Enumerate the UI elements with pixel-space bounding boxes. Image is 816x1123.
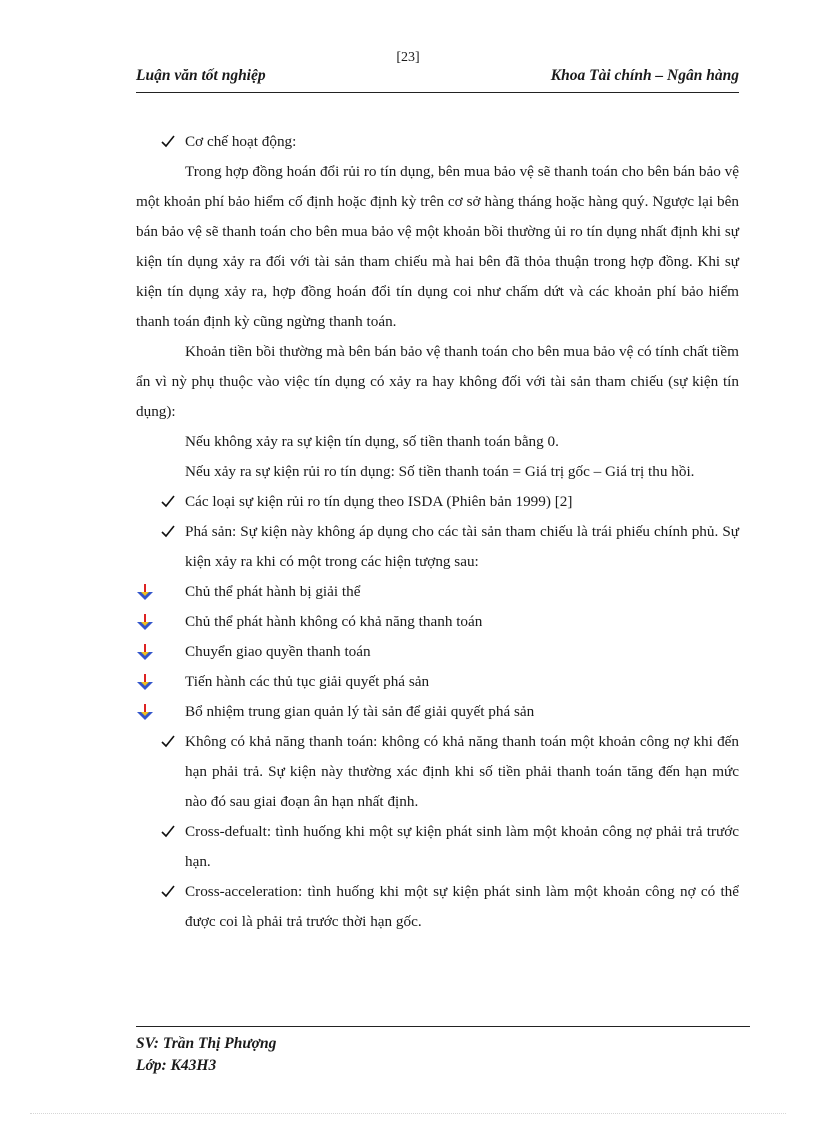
header-thesis-title: Luận văn tốt nghiệp <box>136 67 266 84</box>
paragraph: Trong hợp đồng hoán đổi rủi ro tín dụng, bên mua bảo vệ sẽ thanh toán cho bên bán bảo vệ một khoản phí bảo hiểm cố định hoặc định kỳ trên cơ sở hàng tháng hoặc hàng quý. Ngược lại bên bán bảo vệ sẽ thanh toán cho bên mua bảo vệ một khoản bồi thường ủi ro tín dụng nhất định khi sự kiện tín dụng xảy ra đối với tài sản tham chiếu mà hai bên đã thỏa thuận trong hợp đồng. Khi sự kiện tín dụng xảy ra, hợp đồng hoán đổi tín dụng coi như chấm dứt và các khoản phí bảo hiểm thanh toán định kỳ cũng ngừng thanh toán. <box>136 163 739 330</box>
paragraph: Khoản tiền bồi thường mà bên bán bảo vệ thanh toán cho bên mua bảo vệ có tính chất tiềm ẩn vì nỳ phụ thuộc vào việc tín dụng có xảy ra hay không đối với tài sản tham chiếu (sự kiện tín dụng): <box>136 343 739 420</box>
list-item: Cơ chế hoạt động: <box>136 127 739 157</box>
sub-list-item: Chuyển giao quyền thanh toán <box>136 637 739 667</box>
paragraph: Nếu không xảy ra sự kiện tín dụng, số tiền thanh toán bằng 0. <box>185 433 559 450</box>
checkmark-icon <box>160 127 182 157</box>
checkmark-icon <box>160 877 182 907</box>
checkmark-icon <box>160 727 182 757</box>
page-footer <box>136 1026 750 1077</box>
checkmark-icon <box>160 517 182 547</box>
arrow-bullet-icon <box>136 697 158 727</box>
header-faculty: Khoa Tài chính – Ngân hàng <box>550 67 739 84</box>
sub-list-item: Bổ nhiệm trung gian quản lý tài sản để giải quyết phá sản <box>136 697 739 727</box>
list-item: Cross-acceleration: tình huống khi một sự kiện phát sinh làm một khoản công nợ có thể được coi là phải trả trước thời hạn gốc. <box>136 877 739 937</box>
footer-class: Lớp: K43H3 <box>136 1057 217 1074</box>
list-item: Các loại sự kiện rủi ro tín dụng theo ISDA (Phiên bản 1999) [2] <box>136 487 739 517</box>
footer-student-name: SV: Trần Thị Phượng <box>136 1035 277 1052</box>
sub-list-item: Chủ thể phát hành không có khả năng thanh toán <box>136 607 739 637</box>
arrow-bullet-icon <box>136 667 158 697</box>
page-header <box>136 67 739 93</box>
list-item: Không có khả năng thanh toán: không có khả năng thanh toán một khoản công nợ khi đến hạn phải trả. Sự kiện này thường xác định khi số tiền phải thanh toán tăng đến hạn mức nào đó sau giai đoạn ân hạn nhất định. <box>136 727 739 817</box>
sub-list-item: Tiến hành các thủ tục giải quyết phá sản <box>136 667 739 697</box>
arrow-bullet-icon <box>136 637 158 667</box>
page-number: [23] <box>396 50 420 65</box>
sub-list-item: Chủ thể phát hành bị giải thể <box>136 577 739 607</box>
arrow-bullet-icon <box>136 577 158 607</box>
paragraph: Nếu xảy ra sự kiện rủi ro tín dụng: Số tiền thanh toán = Giá trị gốc – Giá trị thu hồi. <box>185 463 695 480</box>
checkmark-icon <box>160 817 182 847</box>
arrow-bullet-icon <box>136 607 158 637</box>
checkmark-icon <box>160 487 182 517</box>
list-item: Phá sản: Sự kiện này không áp dụng cho các tài sản tham chiếu là trái phiếu chính phủ. Sự kiện xảy ra khi có một trong các hiện tượng sau: <box>136 517 739 577</box>
page-body <box>136 127 739 937</box>
page-bottom-divider <box>30 1113 786 1114</box>
list-item: Cross-defualt: tình huống khi một sự kiện phát sinh làm một khoản công nợ phải trả trước hạn. <box>136 817 739 877</box>
